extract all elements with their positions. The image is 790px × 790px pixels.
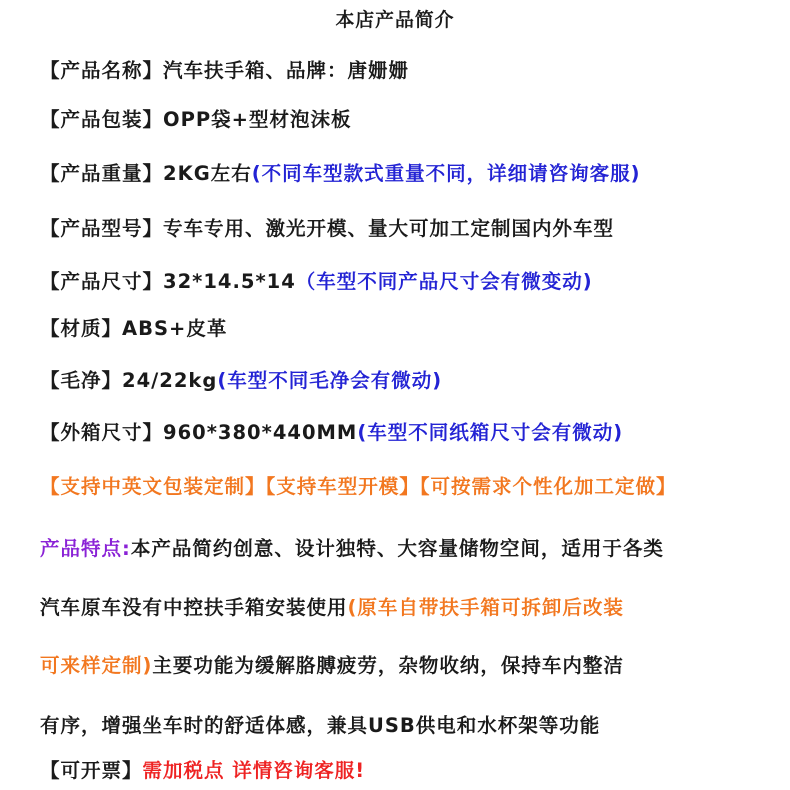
row-value: OPP袋+型材泡沫板: [163, 108, 352, 131]
row-note: （车型不同产品尺寸会有微变动): [295, 270, 593, 293]
invoice-line: [40, 758, 782, 784]
row-label: 【产品重量】: [40, 162, 164, 185]
row-product-size: [40, 269, 782, 295]
row-label: 【产品型号】: [40, 217, 164, 240]
row-product-packaging: [40, 107, 782, 133]
row-value: 32*14.5*14: [163, 270, 296, 293]
row-note: (车型不同纸箱尺寸会有微动): [357, 421, 624, 444]
features-text: 本产品简约创意、设计独特、大容量储物空间，适用于各类: [130, 537, 664, 560]
row-label: 【毛净】: [40, 369, 123, 392]
row-note: (不同车型款式重量不同，详细请咨询客服): [251, 162, 641, 185]
row-value: 专车专用、激光开模、量大可加工定制国内外车型: [163, 217, 615, 240]
page-title: 本店产品简介: [335, 10, 455, 31]
row-value: 汽车扶手箱、品牌：唐姗姗: [163, 59, 410, 82]
row-material: [40, 316, 782, 342]
features-line-3: [40, 653, 782, 679]
row-value: 960*380*440MM: [163, 421, 358, 444]
row-product-weight: [40, 161, 782, 187]
row-value: 24/22kg: [122, 369, 218, 392]
row-carton-size: [40, 420, 782, 446]
features-line-4: 有序，增强坐车时的舒适体感，兼具USB供电和水杯架等功能: [40, 714, 601, 737]
row-value: 2KG左右: [163, 162, 252, 185]
support-line: 【支持中英文包装定制】【支持车型开模】【可按需求个性化加工定做】: [40, 475, 677, 498]
row-label: 【产品包装】: [40, 108, 164, 131]
row-label: 【外箱尺寸】: [40, 421, 164, 444]
features-note: (原车自带扶手箱可拆卸后改装: [347, 596, 624, 619]
row-value: ABS+皮革: [122, 317, 228, 340]
features-note: 可来样定制): [40, 654, 153, 677]
row-gross-net-weight: [40, 368, 782, 394]
features-text: 主要功能为缓解胳膊疲劳，杂物收纳，保持车内整洁: [152, 654, 624, 677]
row-note: (车型不同毛净会有微动): [217, 369, 443, 392]
row-label: 【产品名称】: [40, 59, 164, 82]
features-text: 汽车原车没有中控扶手箱安装使用: [40, 596, 348, 619]
row-label: 【产品尺寸】: [40, 270, 164, 293]
row-label: 【材质】: [40, 317, 123, 340]
row-product-model: [40, 216, 782, 242]
row-product-name: [40, 58, 782, 84]
invoice-value: 需加税点 详情咨询客服!: [142, 759, 366, 782]
features-line-2: [40, 595, 782, 621]
features-label: 产品特点:: [40, 537, 131, 560]
features-line-1: [40, 536, 782, 562]
invoice-label: 【可开票】: [40, 759, 143, 782]
